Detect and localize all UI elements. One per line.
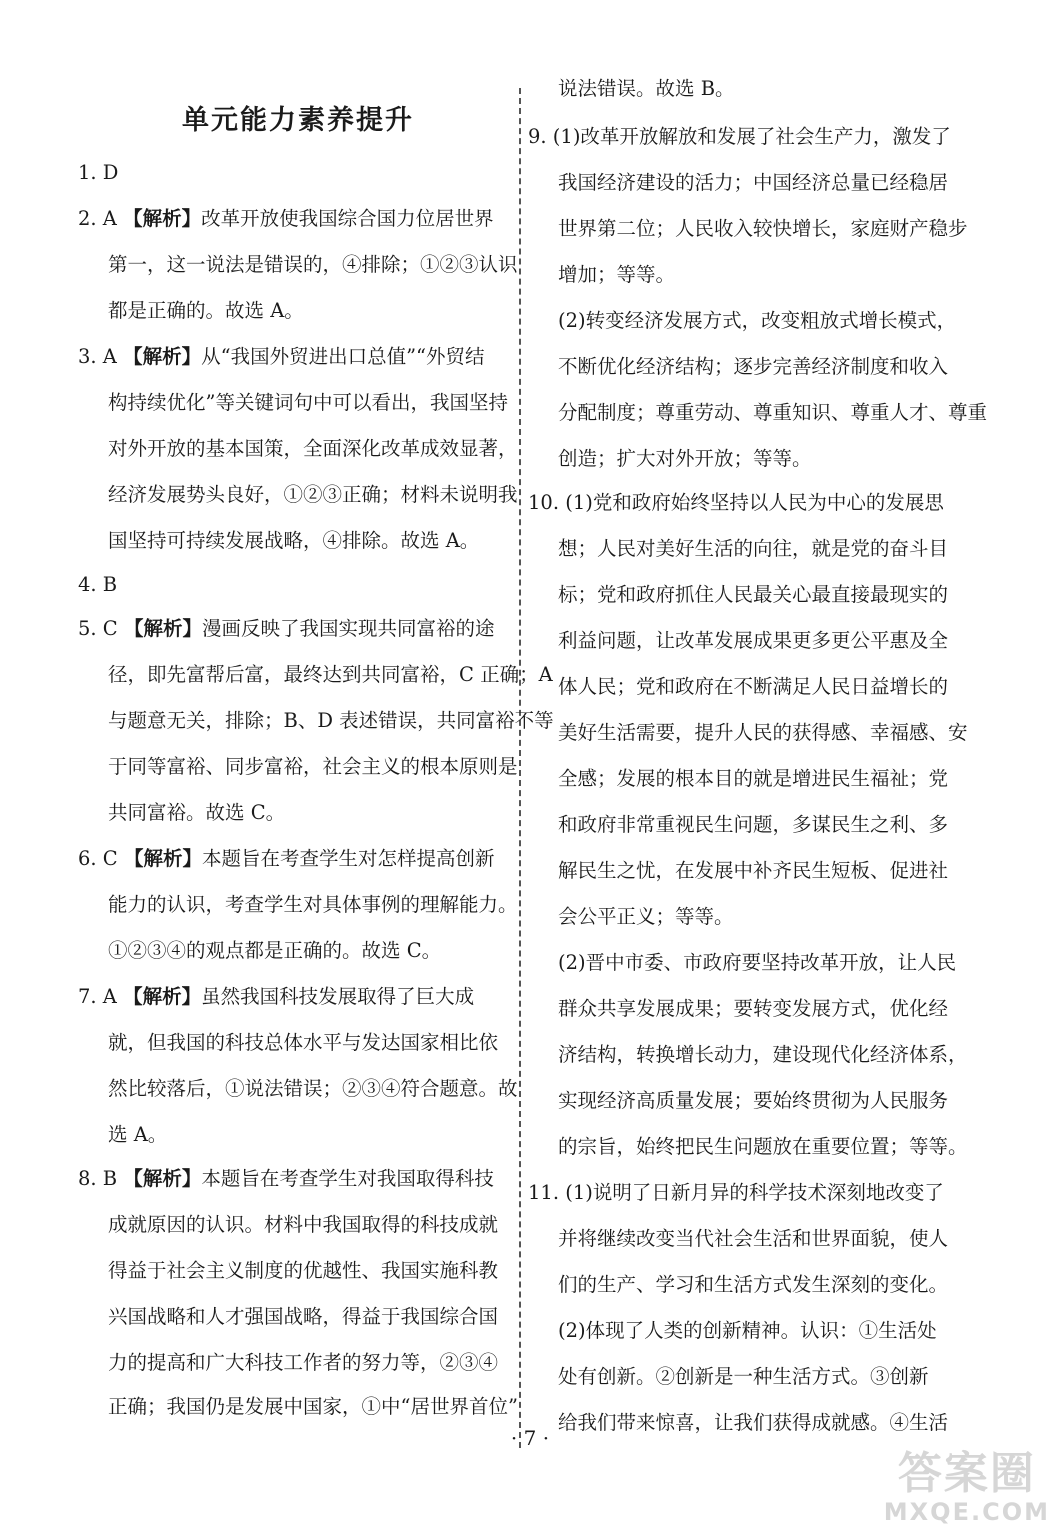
left-answer-line [108,1120,167,1150]
column-divider [519,88,521,1448]
answer-text: 与题意无关，排除；B、D 表述错误，共同富裕不等 [108,709,554,732]
right-answer-line [558,260,675,290]
right-answer-line [558,534,948,564]
answer-text: 8. B [78,1167,124,1190]
answer-text: 分配制度；尊重劳动、尊重知识、尊重人才、尊重 [558,401,988,424]
answer-text: 7. A [78,985,124,1008]
left-answer-line [108,296,304,326]
left-answer-line [78,614,494,644]
left-answer-line [108,798,285,828]
answer-text: 就，但我国的科技总体水平与发达国家相比依 [108,1031,499,1054]
left-answer-line [108,1074,518,1104]
answer-text: 说法错误。故选 B。 [558,77,735,100]
left-answer-line [108,660,553,690]
answer-text: 于同等富裕、同步富裕，社会主义的根本原则是 [108,755,518,778]
answer-text: 美好生活需要，提升人民的获得感、幸福感、安 [558,721,968,744]
right-answer-line [558,718,968,748]
answer-text: 国坚持可持续发展战略，④排除。故选 A。 [108,529,480,552]
answer-text: 实现经济高质量发展；要始终贯彻为人民服务 [558,1089,949,1112]
left-answer-line [108,936,441,966]
right-answer-line [558,1316,937,1346]
watermark-logo [884,1450,1050,1526]
left-answer-line [108,1210,498,1240]
right-answer-line [558,1040,968,1070]
right-answer-line [558,352,948,382]
left-answer-line [108,388,508,418]
answer-text: 利益问题，让改革发展成果更多更公平惠及全 [558,629,949,652]
right-answer-line [558,214,968,244]
right-answer-line [528,488,944,518]
answer-text: 4. B [78,573,118,596]
page-number: · 7 · [510,1426,550,1450]
watermark-line1: 答案圈 [897,1448,1036,1499]
answer-text: 体人民；党和政府在不断满足人民日益增长的 [558,675,949,698]
answer-text: 共同富裕。故选 C。 [108,801,286,824]
right-answer-line [528,1178,944,1208]
answer-text: 解民生之忧，在发展中补齐民生短板、促进社 [558,859,949,882]
left-answer-line [78,204,494,234]
answer-text: 济结构，转换增长动力，建设现代化经济体系， [558,1043,968,1066]
right-answer-line [558,994,948,1024]
answer-text: 会公平正义；等等。 [558,905,734,928]
answer-rest: 本题旨在考查学生对我国取得科技 [201,1167,494,1190]
answer-text: (2)晋中市委、市政府要坚持改革开放，让人民 [558,951,957,974]
left-answer-line [108,752,518,782]
left-answer-line [108,526,479,556]
answer-text: 并将继续改变当代社会生活和世界面貌，使人 [558,1227,949,1250]
answer-text: 我国经济建设的活力；中国经济总量已经稳居 [558,171,949,194]
answer-text: 5. C [78,617,124,640]
answer-text: 11. (1)说明了日新月异的科学技术深刻地改变了 [528,1181,944,1204]
answer-text: 6. C [78,847,124,870]
answer-text: (2)体现了人类的创新精神。认识：①生活处 [558,1319,937,1342]
analysis-tag: 【解析】 [123,847,202,870]
answer-text: 和政府非常重视民生问题，多谋民生之利、多 [558,813,949,836]
left-answer-line [108,1392,518,1422]
answer-text: 不断优化经济结构；逐步完善经济制度和收入 [558,355,949,378]
answer-text: 全感；发展的根本目的就是增进民生福祉；党 [558,767,949,790]
analysis-tag: 【解析】 [123,345,202,368]
right-answer-line [558,948,956,978]
answer-text: 成就原因的认识。材料中我国取得的科技成就 [108,1213,499,1236]
answer-text: 1. D [78,161,119,184]
left-answer-line [108,250,518,280]
answer-text: 第一，这一说法是错误的，④排除；①②③认识 [108,253,518,276]
answer-text: 能力的认识，考查学生对具体事例的理解能力。 [108,893,518,916]
left-answer-line [108,1348,498,1378]
left-answer-line [108,1302,498,1332]
analysis-tag: 【解析】 [123,1167,202,1190]
right-answer-line [558,672,948,702]
section-title: 单元能力素养提升 [182,105,414,136]
answer-rest: 漫画反映了我国实现共同富裕的途 [201,617,495,640]
answer-text: 然比较落后，①说法错误；②③④符合题意。故 [108,1077,518,1100]
answer-text: 标；党和政府抓住人民最关心最直接最现实的 [558,583,949,606]
right-answer-line [558,1224,948,1254]
right-answer-line [558,902,734,932]
right-answer-line [558,74,735,104]
left-answer-line [108,706,554,736]
answer-text: 3. A [78,345,124,368]
left-answer-line [108,890,518,920]
left-answer-line [108,1028,498,1058]
left-answer-line [78,158,118,188]
answer-rest: 改革开放使我国综合国力位居世界 [201,207,494,230]
answer-text: 10. (1)党和政府始终坚持以人民为中心的发展思 [528,491,944,514]
answer-text: 给我们带来惊喜，让我们获得成就感。④生活 [558,1411,949,1434]
answer-text: 正确；我国仍是发展中国家，①中“居世界首位” [108,1395,518,1418]
answer-text: 力的提高和广大科技工作者的努力等，②③④ [108,1351,499,1374]
answer-text: 选 A。 [108,1123,168,1146]
answer-text: ①②③④的观点都是正确的。故选 C。 [108,939,442,962]
right-answer-line [558,168,948,198]
right-answer-line [558,398,987,428]
right-answer-line [558,444,812,474]
right-answer-line [558,1270,948,1300]
right-answer-line [558,810,948,840]
left-answer-line [108,1256,498,1286]
answer-rest: 虽然我国科技发展取得了巨大成 [201,985,475,1008]
left-answer-line [78,844,494,874]
answer-text: 对外开放的基本国策，全面深化改革成效显著， [108,437,518,460]
answer-text: 经济发展势头良好，①②③正确；材料未说明我 [108,483,518,506]
answer-text: 们的生产、学习和生活方式发生深刻的变化。 [558,1273,949,1296]
analysis-tag: 【解析】 [123,207,202,230]
watermark-line2: MXQE.COM [883,1498,1050,1526]
answer-rest: 本题旨在考查学生对怎样提高创新 [201,847,495,870]
right-answer-line [558,1362,929,1392]
answer-text: 想；人民对美好生活的向往，就是党的奋斗目 [558,537,949,560]
right-answer-line [558,626,948,656]
analysis-tag: 【解析】 [123,985,202,1008]
answer-text: 都是正确的。故选 A。 [108,299,304,322]
answer-text: 9. (1)改革开放解放和发展了社会生产力，激发了 [528,125,951,148]
left-answer-line [108,480,518,510]
answer-text: 群众共享发展成果；要转变发展方式，优化经 [558,997,949,1020]
answer-text: 得益于社会主义制度的优越性、我国实施科教 [108,1259,499,1282]
left-answer-line [78,1164,494,1194]
answer-text: 2. A [78,207,124,230]
right-answer-line [558,1132,968,1162]
answer-text: 构持续优化”等关键词句中可以看出，我国坚持 [108,391,508,414]
right-answer-line [528,122,951,152]
answer-text: 增加；等等。 [558,263,676,286]
right-answer-line [558,1408,948,1438]
answer-text: 兴国战略和人才强国战略，得益于我国综合国 [108,1305,499,1328]
answer-text: 径，即先富帮后富，最终达到共同富裕，C 正确；A [108,663,553,686]
left-answer-line [78,982,474,1012]
right-answer-line [558,580,948,610]
answer-text: 世界第二位；人民收入较快增长，家庭财产稳步 [558,217,968,240]
answer-text: 处有创新。②创新是一种生活方式。③创新 [558,1365,929,1388]
right-answer-line [558,306,956,336]
left-answer-line [78,570,117,600]
analysis-tag: 【解析】 [123,617,202,640]
right-answer-line [558,856,948,886]
answer-text: (2)转变经济发展方式，改变粗放式增长模式， [558,309,957,332]
answer-rest: 从“我国外贸进出口总值”“外贸结 [201,345,485,368]
right-answer-line [558,1086,948,1116]
answer-text: 创造；扩大对外开放；等等。 [558,447,812,470]
left-answer-line [108,434,518,464]
answer-text: 的宗旨，始终把民生问题放在重要位置；等等。 [558,1135,968,1158]
left-answer-line [78,342,485,372]
right-answer-line [558,764,948,794]
